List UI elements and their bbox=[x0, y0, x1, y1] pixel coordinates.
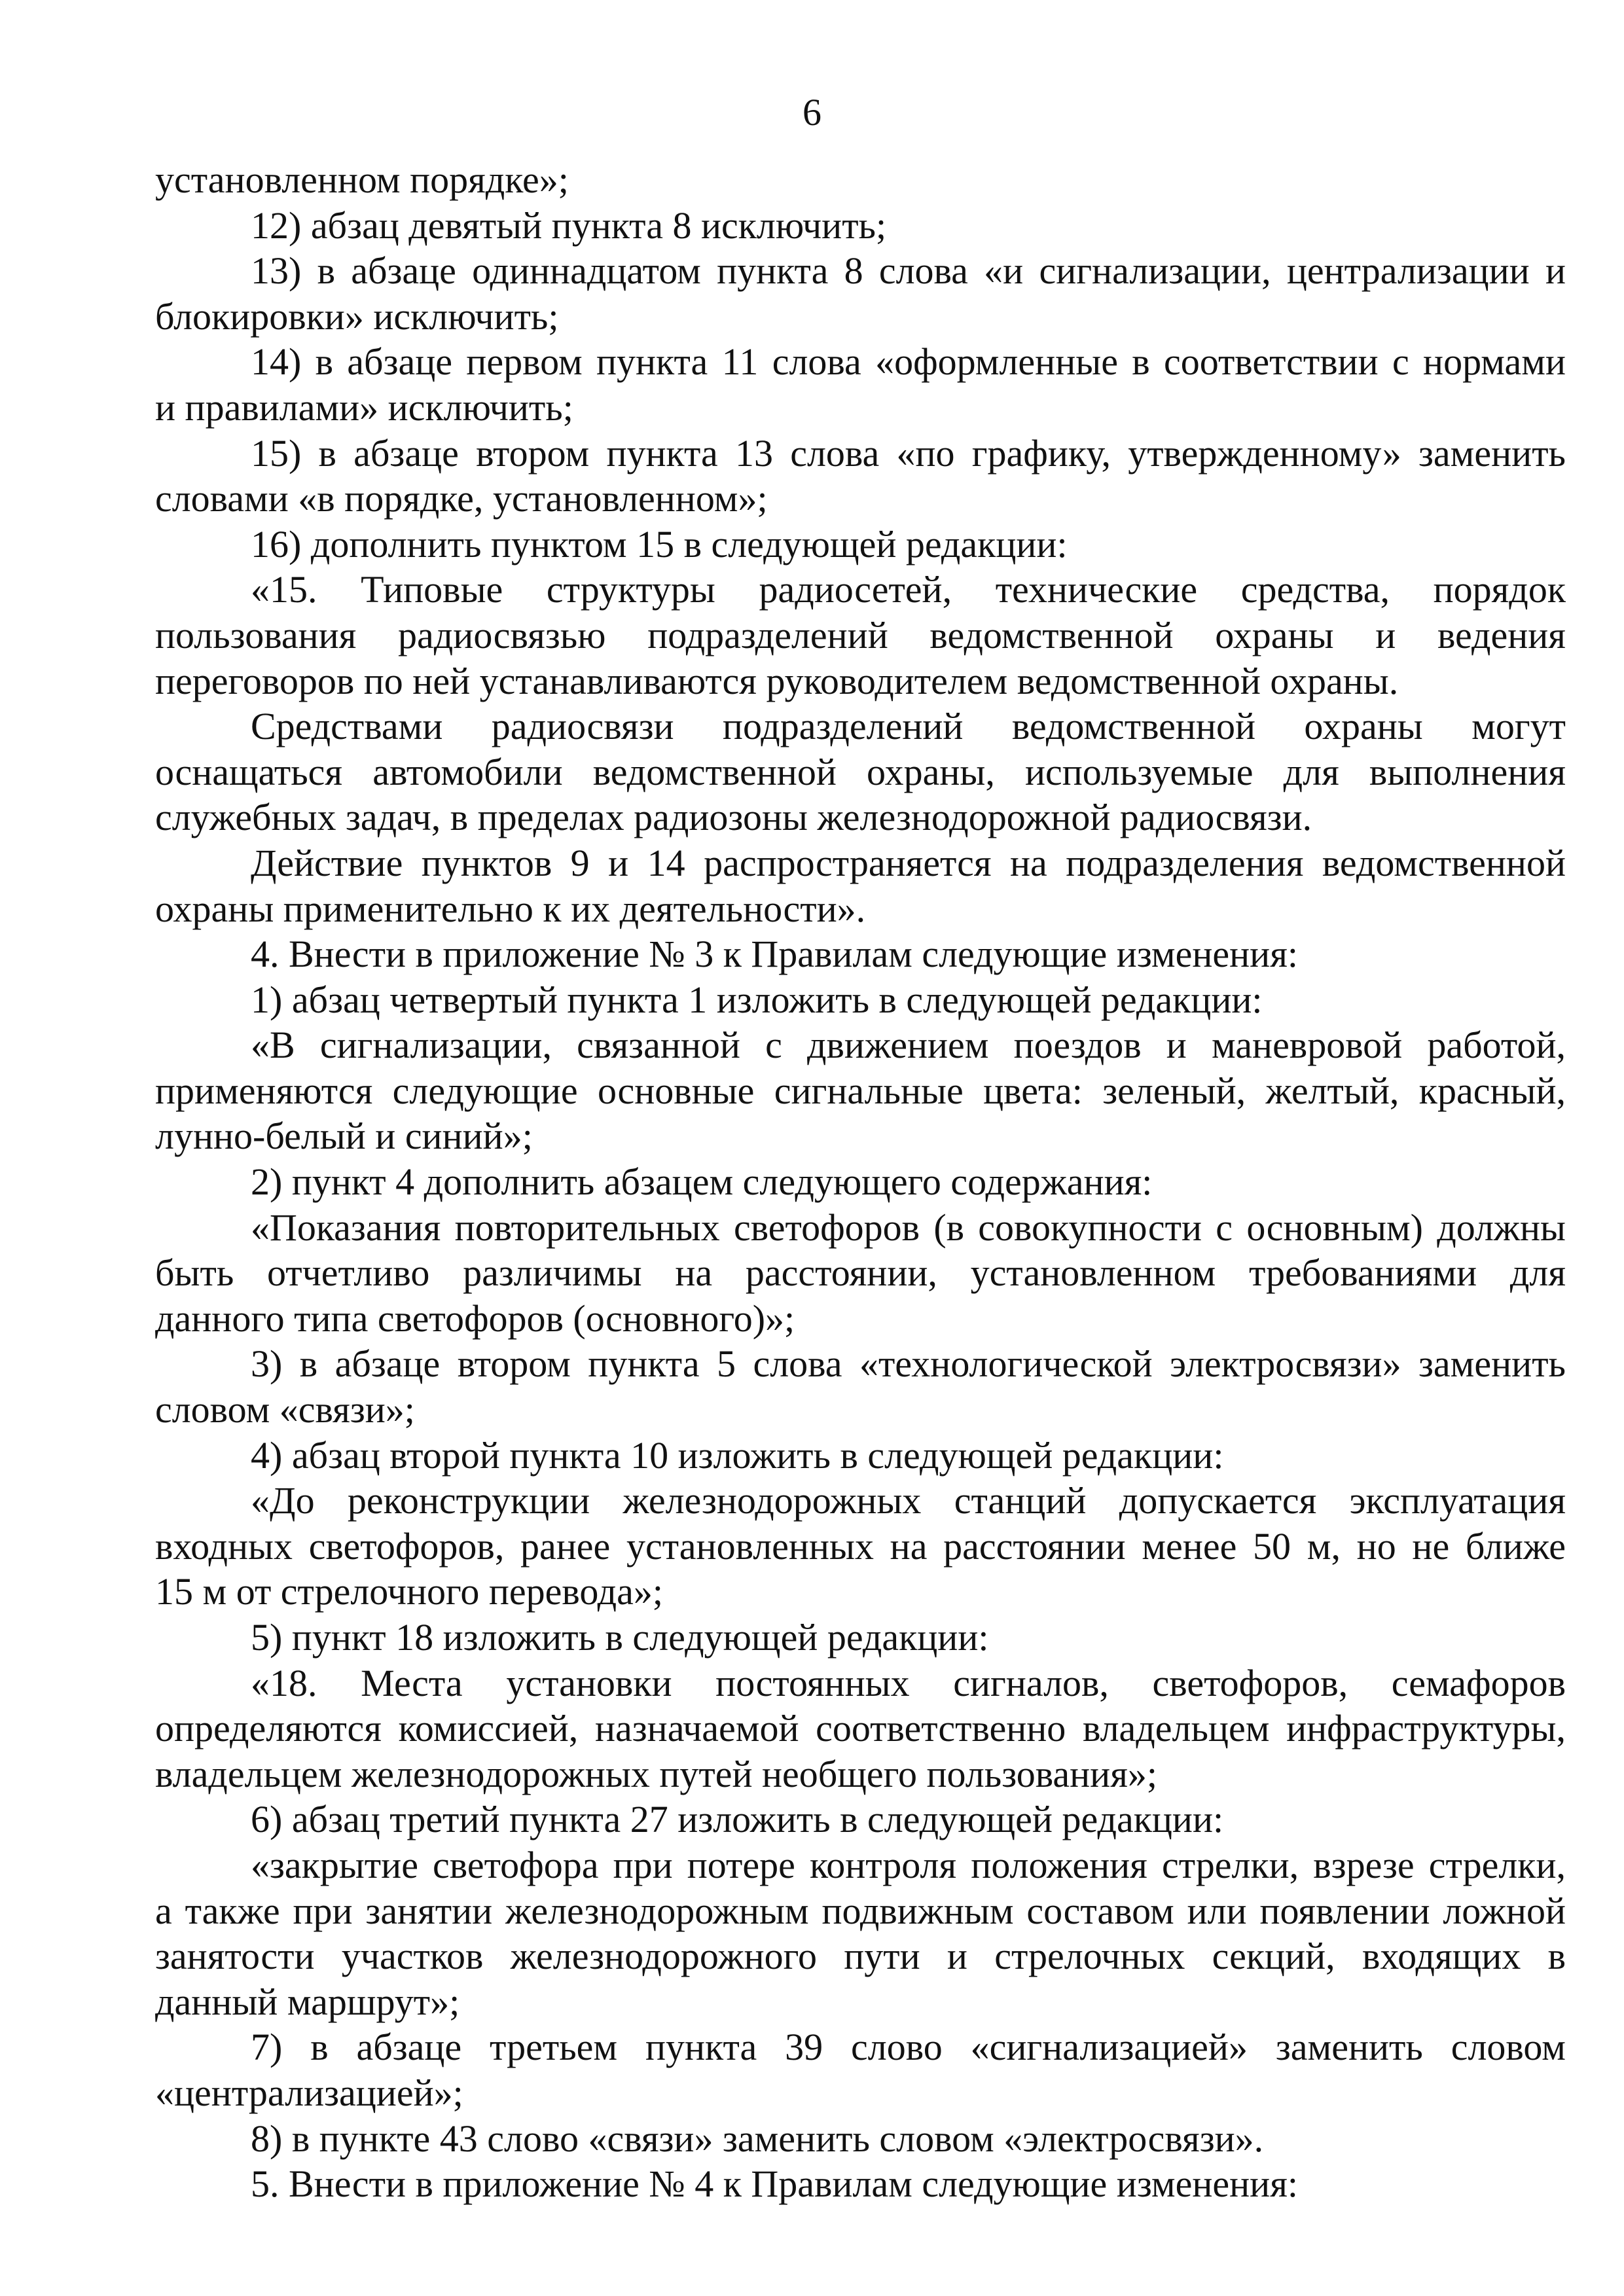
text-line: 7) в абзаце третьем пункта 39 слово «сигнализацией» заменить словом bbox=[251, 2026, 1566, 2069]
text-line: входных светофоров, ранее установленных на расстоянии менее 50 м, но не ближе bbox=[155, 1524, 1566, 1568]
text-line: «В сигнализации, связанной с движением поездов и маневровой работой, bbox=[251, 1024, 1566, 1067]
paragraph bbox=[155, 2161, 1566, 2207]
text-line: переговоров по ней устанавливаются руководителем ведомственной охраны. bbox=[155, 659, 1399, 702]
text-line: занятости участков железнодорожного пути и стрелочных секций, входящих в bbox=[155, 1935, 1566, 1978]
text-line: словом «связи»; bbox=[155, 1388, 415, 1431]
text-line: 13) в абзаце одиннадцатом пункта 8 слова «и сигнализации, централизации и bbox=[251, 249, 1566, 293]
text-line: 6) абзац третий пункта 27 изложить в следующей редакции: bbox=[251, 1798, 1224, 1841]
paragraph bbox=[155, 931, 1566, 977]
text-line: 4) абзац второй пункта 10 изложить в следующей редакции: bbox=[251, 1433, 1224, 1477]
text-line: установленном порядке»; bbox=[155, 158, 569, 201]
text-line: «До реконструкции железнодорожных станций допускается эксплуатация bbox=[251, 1479, 1566, 1522]
paragraph bbox=[155, 522, 1566, 567]
paragraph bbox=[155, 567, 1566, 704]
paragraph bbox=[155, 1205, 1566, 1342]
text-line: 12) абзац девятый пункта 8 исключить; bbox=[251, 204, 887, 247]
text-line: лунно-белый и синий»; bbox=[155, 1115, 533, 1158]
paragraph bbox=[155, 2116, 1566, 2162]
text-line: 2) пункт 4 дополнить абзацем следующего содержания: bbox=[251, 1160, 1153, 1204]
text-line: 15 м от стрелочного перевода»; bbox=[155, 1570, 664, 1613]
paragraph bbox=[155, 1433, 1566, 1479]
text-line: 14) в абзаце первом пункта 11 слова «оформленные в соответствии с нормами bbox=[251, 340, 1566, 384]
text-line: и правилами» исключить; bbox=[155, 386, 573, 429]
paragraph bbox=[155, 1615, 1566, 1660]
text-line: пользования радиосвязью подразделений ведомственной охраны и ведения bbox=[155, 613, 1566, 656]
text-line: Действие пунктов 9 и 14 распространяется на подразделения ведомственной bbox=[251, 841, 1566, 884]
text-line: охраны применительно к их деятельности». bbox=[155, 887, 866, 930]
text-line: 4. Внести в приложение № 3 к Правилам следующие изменения: bbox=[251, 933, 1299, 976]
text-line: 3) в абзаце втором пункта 5 слова «технологической электросвязи» заменить bbox=[251, 1342, 1566, 1386]
paragraph bbox=[155, 840, 1566, 931]
text-line: 5. Внести в приложение № 4 к Правилам следующие изменения: bbox=[251, 2162, 1299, 2206]
text-line: 1) абзац четвертый пункта 1 изложить в следующей редакции: bbox=[251, 978, 1263, 1021]
text-line: а также при занятии железнодорожным подвижным составом или появлении ложной bbox=[155, 1889, 1566, 1932]
text-line: словами «в порядке, установленном»; bbox=[155, 477, 768, 520]
text-line: данный маршрут»; bbox=[155, 1980, 460, 2023]
text-line: служебных задач, в пределах радиозоны железнодорожной радиосвязи. bbox=[155, 796, 1312, 839]
paragraph bbox=[155, 203, 1566, 249]
text-line: оснащаться автомобили ведомственной охраны, используемые для выполнения bbox=[155, 750, 1566, 793]
paragraph bbox=[155, 1022, 1566, 1159]
paragraph bbox=[155, 431, 1566, 522]
paragraph bbox=[155, 1478, 1566, 1615]
paragraph bbox=[155, 977, 1566, 1023]
text-line: применяются следующие основные сигнальные цвета: зеленый, желтый, красный, bbox=[155, 1069, 1566, 1112]
paragraph bbox=[155, 248, 1566, 339]
text-line: блокировки» исключить; bbox=[155, 295, 559, 338]
text-line: 15) в абзаце втором пункта 13 слова «по графику, утвержденному» заменить bbox=[251, 431, 1566, 475]
paragraph bbox=[155, 1797, 1566, 1842]
paragraph bbox=[155, 704, 1566, 840]
text-line: 16) дополнить пунктом 15 в следующей редакции: bbox=[251, 522, 1068, 565]
text-line: Средствами радиосвязи подразделений ведомственной охраны могут bbox=[251, 705, 1566, 748]
text-line: «18. Места установки постоянных сигналов, светофоров, семафоров bbox=[251, 1661, 1566, 1704]
text-line: владельцем железнодорожных путей необщего пользования»; bbox=[155, 1752, 1157, 1795]
text-line: 8) в пункте 43 слово «связи» заменить словом «электросвязи». bbox=[251, 2117, 1264, 2160]
text-line: «15. Типовые структуры радиосетей, технические средства, порядок bbox=[251, 568, 1566, 611]
page-number: 6 bbox=[803, 91, 821, 134]
paragraph bbox=[155, 2024, 1566, 2115]
text-line: определяются комиссией, назначаемой соответственно владельцем инфраструктуры, bbox=[155, 1707, 1566, 1750]
text-line: «Показания повторительных светофоров (в совокупности с основным) должны bbox=[251, 1206, 1566, 1249]
paragraph bbox=[155, 1842, 1566, 2024]
text-line: 5) пункт 18 изложить в следующей редакции: bbox=[251, 1616, 989, 1659]
text-line: быть отчетливо различимы на расстоянии, установленном требованиями для bbox=[155, 1251, 1566, 1295]
text-line: «централизацией»; bbox=[155, 2071, 463, 2114]
document-body bbox=[155, 157, 1566, 2207]
paragraph bbox=[155, 1159, 1566, 1205]
paragraph bbox=[155, 339, 1566, 430]
text-line: «закрытие светофора при потере контроля положения стрелки, взрезе стрелки, bbox=[251, 1843, 1566, 1886]
text-line: данного типа светофоров (основного)»; bbox=[155, 1297, 795, 1340]
paragraph bbox=[155, 1660, 1566, 1797]
paragraph bbox=[155, 157, 1566, 203]
paragraph bbox=[155, 1341, 1566, 1432]
